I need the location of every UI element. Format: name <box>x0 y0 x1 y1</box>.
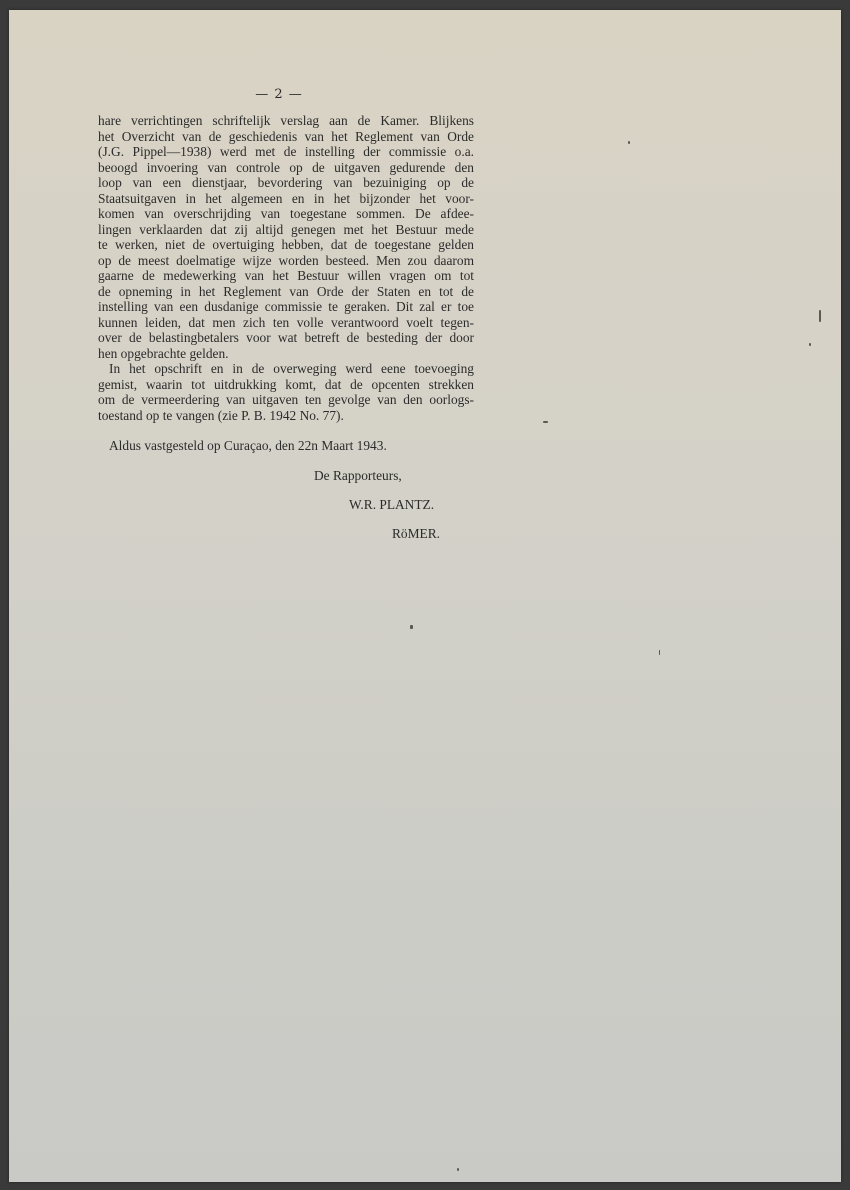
text-line: komen van overschrijding van toegestane sommen. De afdee- <box>98 206 474 221</box>
paper-speck <box>628 141 630 144</box>
rapporteurs-title: De Rapporteurs, <box>314 468 402 483</box>
text-line: In het opschrift en in de overweging werd eene toevoeging <box>109 361 474 376</box>
text-line: te werken, niet de overtuiging hebben, dat de toegestane gelden <box>98 237 474 252</box>
text-line: gaarne de medewerking van het Bestuur willen vragen om tot <box>98 268 474 283</box>
text-line: het Overzicht van de geschiedenis van het Reglement van Orde <box>98 128 474 144</box>
text-line: (J.G. Pippel—1938) werd met de instelling der commissie o.a. <box>98 144 474 159</box>
paper-speck <box>543 421 548 423</box>
paper-speck <box>809 343 811 346</box>
text-line: loop van een dienstjaar, bevordering van bezuiniging op de <box>98 175 474 190</box>
text-line: kunnen leiden, dat men zich ten volle verantwoord voelt tegen- <box>98 314 474 330</box>
document-page <box>9 10 841 1182</box>
text-line: lingen verklaarden dat zij altijd genegen met het Bestuur mede <box>98 221 474 237</box>
text-line: over de belastingbetalers voor wat betreft de besteding der door <box>98 330 474 345</box>
signatory-name: RöMER. <box>392 526 440 541</box>
paper-speck <box>410 625 413 629</box>
paper-speck <box>457 1168 459 1171</box>
paper-speck <box>819 310 821 322</box>
text-line: om de vermeerdering van uitgaven ten gevolge van den oorlogs- <box>98 392 474 407</box>
closing-date-line: Aldus vastgesteld op Curaçao, den 22n Maart 1943. <box>109 438 387 453</box>
paper-speck <box>659 650 660 655</box>
text-line: de opneming in het Reglement van Orde der Staten en tot de <box>98 283 474 299</box>
text-line: Staatsuitgaven in het algemeen en in het bijzonder het voor- <box>98 190 474 206</box>
text-line: hen opgebrachte gelden. <box>98 345 229 361</box>
text-line: op de meest doelmatige wijze worden besteed. Men zou daarom <box>98 252 474 268</box>
text-line: hare verrichtingen schriftelijk verslag aan de Kamer. Blijkens <box>98 113 474 128</box>
signatory-name: W.R. PLANTZ. <box>349 497 435 512</box>
text-line: beoogd invoering van controle op de uitgaven gedurende den <box>98 159 474 175</box>
body-text <box>98 113 474 423</box>
text-line: toestand op te vangen (zie P. B. 1942 No. 77). <box>98 407 344 423</box>
text-line: gemist, waarin tot uitdrukking komt, dat de opcenten strekken <box>98 376 474 392</box>
text-line: instelling van een dusdanige commissie te geraken. Dit zal er toe <box>98 299 474 314</box>
page-number: — 2 — <box>255 87 303 102</box>
